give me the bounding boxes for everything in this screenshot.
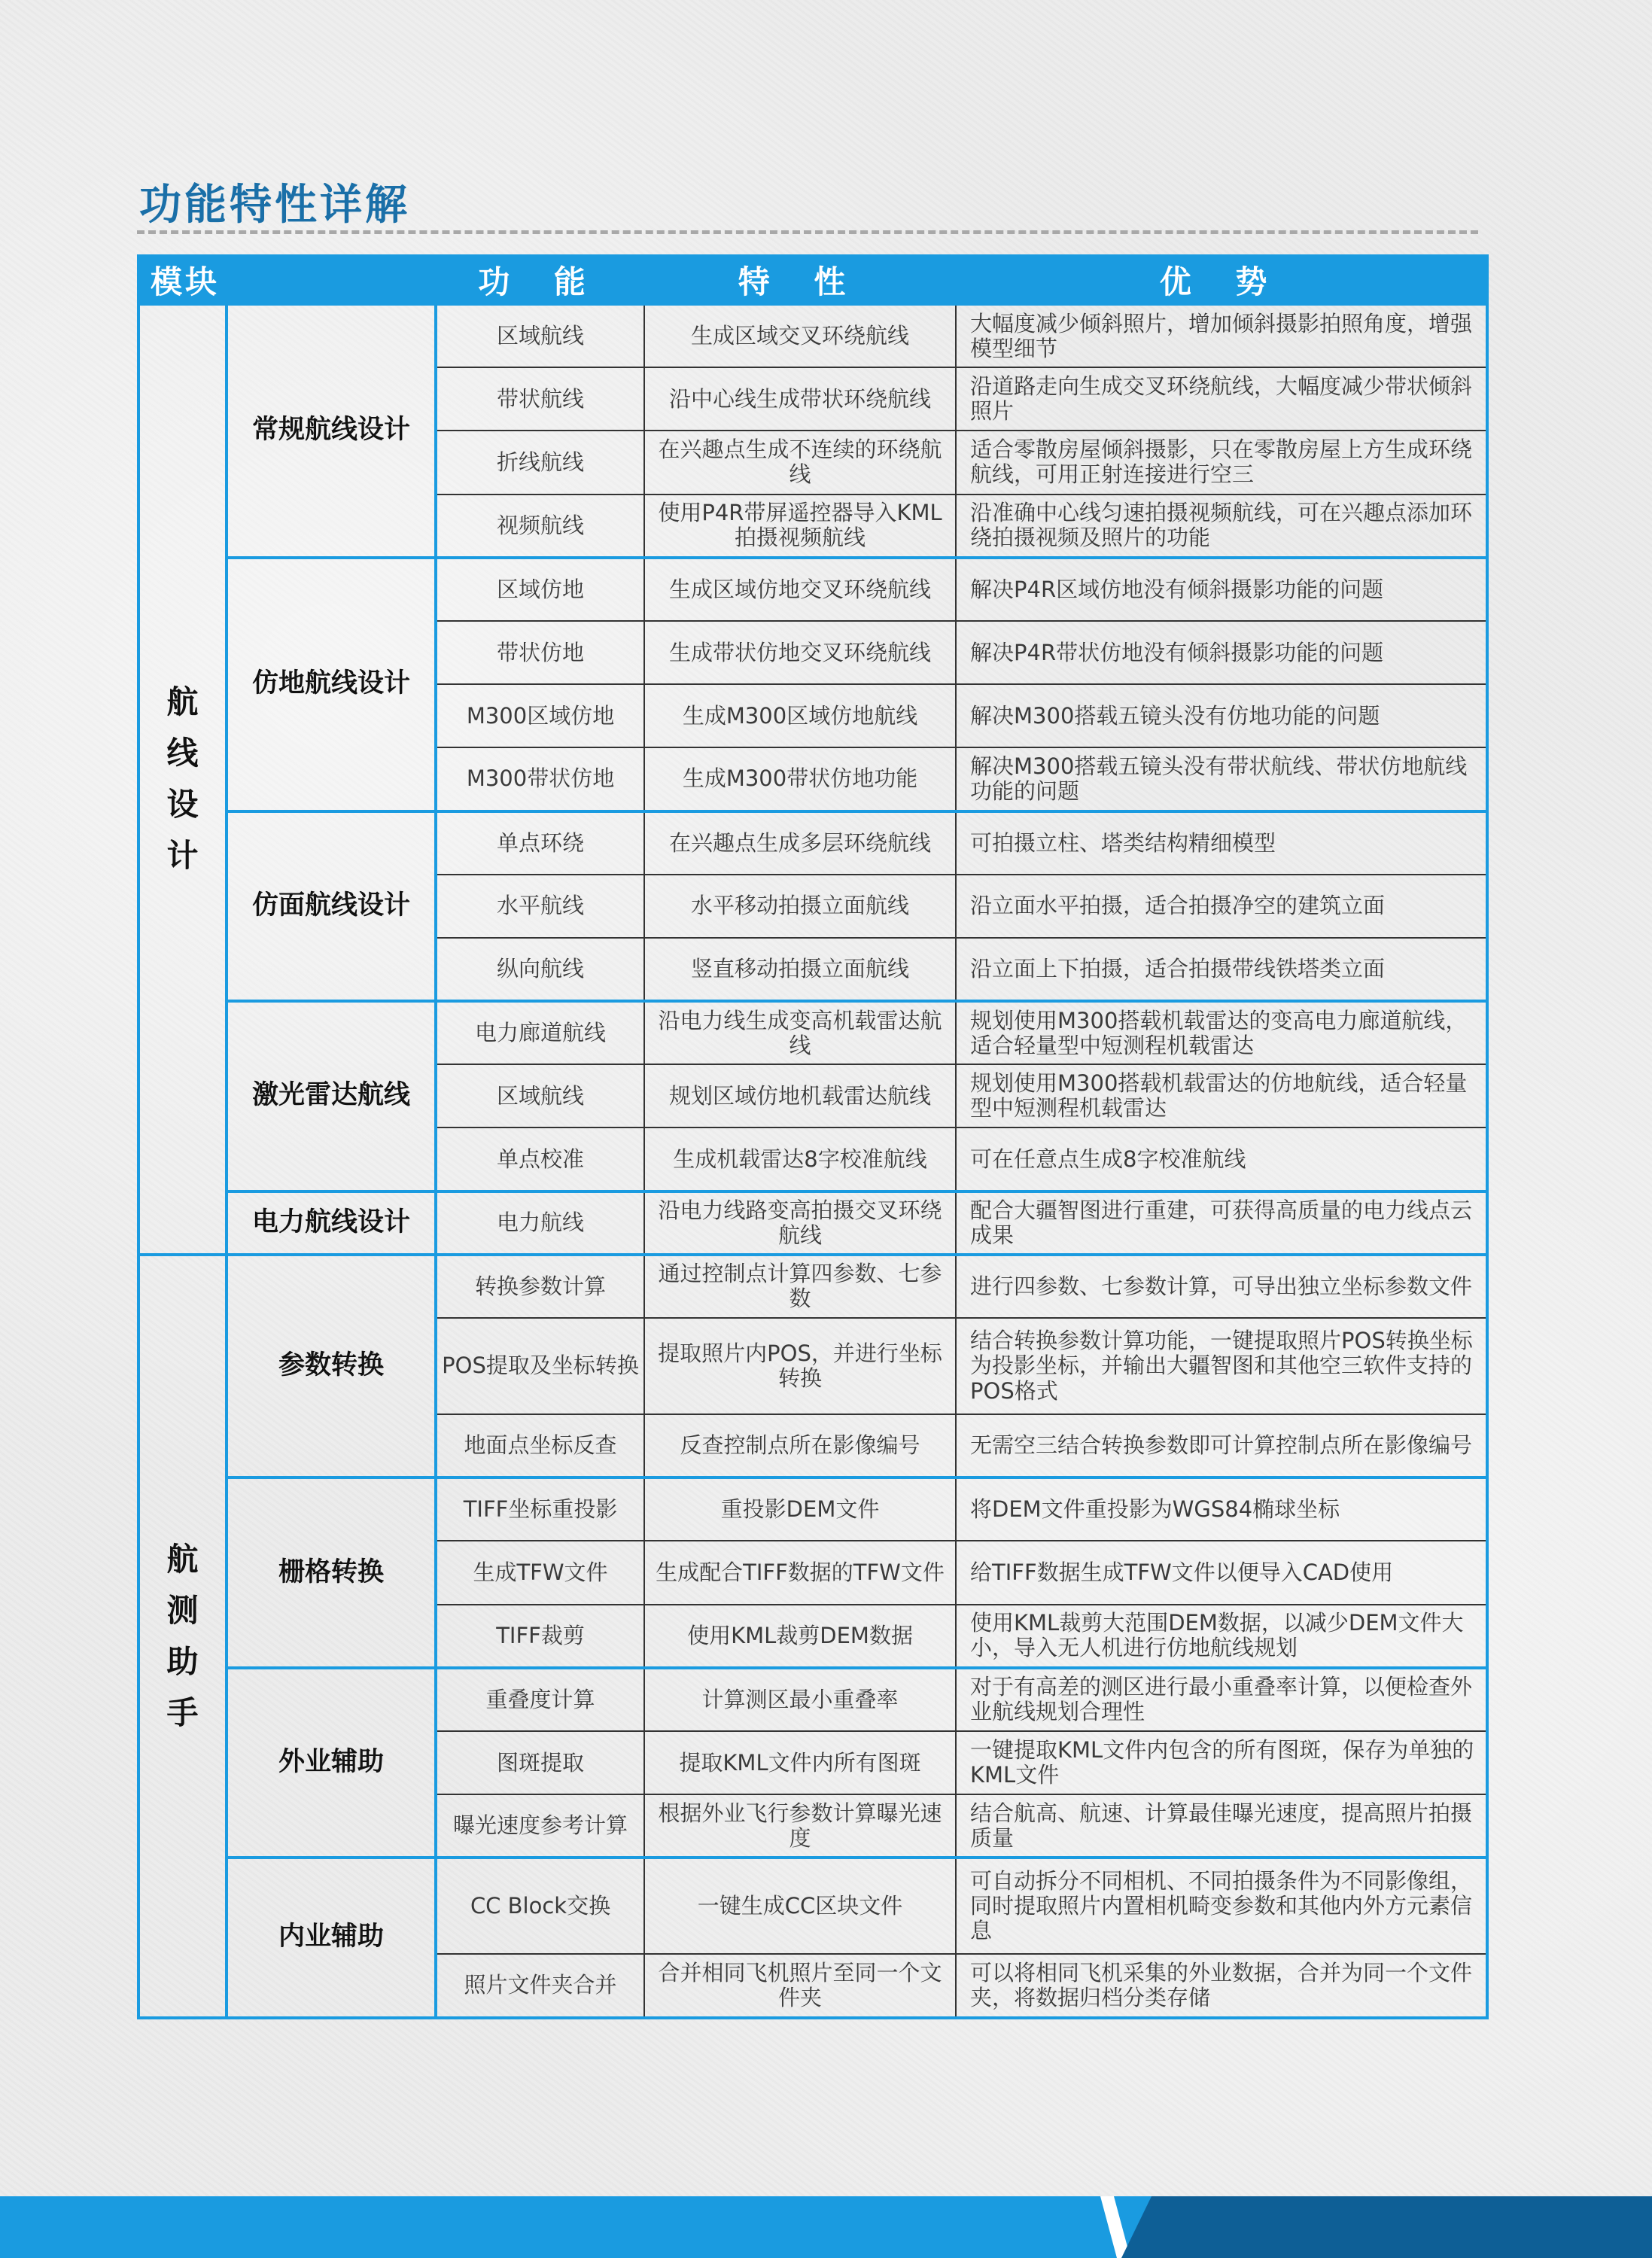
advantage-cell: 沿立面上下拍摄，适合拍摄带线铁塔类立面 bbox=[956, 938, 1487, 1001]
function-cell: 水平航线 bbox=[436, 875, 644, 938]
advantage-cell: 沿立面水平拍摄，适合拍摄净空的建筑立面 bbox=[956, 875, 1487, 938]
table-row bbox=[138, 304, 1487, 367]
advantage-cell: 结合转换参数计算功能，一键提取照片POS转换坐标为投影坐标，并输出大疆智图和其他空三软件支持的POS格式 bbox=[956, 1318, 1487, 1414]
advantage-cell: 可在任意点生成8字校准航线 bbox=[956, 1127, 1487, 1191]
table-row bbox=[138, 1191, 1487, 1255]
advantage-cell: 沿准确中心线匀速拍摄视频航线，可在兴趣点添加环绕拍摄视频及照片的功能 bbox=[956, 495, 1487, 558]
table-row bbox=[138, 1001, 1487, 1064]
function-cell: 生成TFW文件 bbox=[436, 1541, 644, 1604]
feature-cell: 合并相同飞机照片至同一个文件夹 bbox=[644, 1954, 956, 2017]
advantage-cell: 给TIFF数据生成TFW文件以便导入CAD使用 bbox=[956, 1541, 1487, 1604]
function-cell: 带状航线 bbox=[436, 367, 644, 431]
group-cell: 仿面航线设计 bbox=[227, 811, 436, 1002]
function-cell: 纵向航线 bbox=[436, 938, 644, 1001]
feature-table bbox=[137, 254, 1489, 2019]
advantage-cell: 可自动拆分不同相机、不同拍摄条件为不同影像组，同时提取照片内置相机畸变参数和其他内外方元素信息 bbox=[956, 1858, 1487, 1954]
feature-cell: 使用P4R带屏遥控器导入KML拍摄视频航线 bbox=[644, 495, 956, 558]
function-cell: 区域航线 bbox=[436, 1064, 644, 1127]
feature-cell: 在兴趣点生成不连续的环绕航线 bbox=[644, 431, 956, 494]
function-cell: 折线航线 bbox=[436, 431, 644, 494]
module-label: 航线设计 bbox=[166, 683, 199, 875]
feature-cell: 提取KML文件内所有图斑 bbox=[644, 1731, 956, 1794]
title-divider bbox=[137, 230, 1478, 234]
feature-cell: 生成机载雷达8字校准航线 bbox=[644, 1127, 956, 1191]
advantage-cell: 解决M300搭载五镜头没有仿地功能的问题 bbox=[956, 684, 1487, 747]
page-title: 功能特性详解 bbox=[139, 181, 410, 230]
function-cell: M300带状仿地 bbox=[436, 747, 644, 811]
group-cell: 内业辅助 bbox=[227, 1858, 436, 2017]
module-label: 航测助手 bbox=[166, 1540, 199, 1731]
advantage-cell: 一键提取KML文件内包含的所有图斑，保存为单独的KML文件 bbox=[956, 1731, 1487, 1794]
function-cell: 电力航线 bbox=[436, 1191, 644, 1255]
function-cell: 图斑提取 bbox=[436, 1731, 644, 1794]
feature-cell: 生成M300区域仿地航线 bbox=[644, 684, 956, 747]
advantage-cell: 配合大疆智图进行重建，可获得高质量的电力线点云成果 bbox=[956, 1191, 1487, 1255]
feature-cell: 在兴趣点生成多层环绕航线 bbox=[644, 811, 956, 875]
feature-cell: 计算测区最小重叠率 bbox=[644, 1668, 956, 1731]
group-cell: 仿地航线设计 bbox=[227, 558, 436, 811]
feature-cell: 沿电力线路变高拍摄交叉环绕航线 bbox=[644, 1191, 956, 1255]
function-cell: 区域航线 bbox=[436, 304, 644, 367]
function-cell: 曝光速度参考计算 bbox=[436, 1794, 644, 1858]
advantage-cell: 沿道路走向生成交叉环绕航线，大幅度减少带状倾斜照片 bbox=[956, 367, 1487, 431]
advantage-cell: 可以将相同飞机采集的外业数据，合并为同一个文件夹，将数据归档分类存储 bbox=[956, 1954, 1487, 2017]
table-row bbox=[138, 1255, 1487, 1318]
group-cell: 电力航线设计 bbox=[227, 1191, 436, 1255]
advantage-cell: 规划使用M300搭载机载雷达的变高电力廊道航线，适合轻量型中短测程机载雷达 bbox=[956, 1001, 1487, 1064]
feature-cell: 重投影DEM文件 bbox=[644, 1477, 956, 1541]
feature-cell: 根据外业飞行参数计算曝光速度 bbox=[644, 1794, 956, 1858]
table-row bbox=[138, 811, 1487, 875]
advantage-cell: 可拍摄立柱、塔类结构精细模型 bbox=[956, 811, 1487, 875]
function-cell: 区域仿地 bbox=[436, 558, 644, 621]
footer-dark-band bbox=[1121, 2196, 1652, 2258]
feature-cell: 生成M300带状仿地功能 bbox=[644, 747, 956, 811]
header-module: 模块 bbox=[138, 256, 436, 304]
feature-cell: 沿中心线生成带状环绕航线 bbox=[644, 367, 956, 431]
feature-cell: 通过控制点计算四参数、七参数 bbox=[644, 1255, 956, 1318]
group-cell: 参数转换 bbox=[227, 1255, 436, 1477]
function-cell: 视频航线 bbox=[436, 495, 644, 558]
module-cell bbox=[138, 304, 227, 1255]
function-cell: M300区域仿地 bbox=[436, 684, 644, 747]
advantage-cell: 进行四参数、七参数计算，可导出独立坐标参数文件 bbox=[956, 1255, 1487, 1318]
table-row bbox=[138, 1858, 1487, 1954]
table-row bbox=[138, 1477, 1487, 1541]
feature-cell: 生成区域交叉环绕航线 bbox=[644, 304, 956, 367]
advantage-cell: 使用KML裁剪大范围DEM数据，以减少DEM文件大小，导入无人机进行仿地航线规划 bbox=[956, 1605, 1487, 1668]
feature-cell: 使用KML裁剪DEM数据 bbox=[644, 1605, 956, 1668]
feature-cell: 水平移动拍摄立面航线 bbox=[644, 875, 956, 938]
header-function: 功 能 bbox=[436, 256, 644, 304]
feature-cell: 生成配合TIFF数据的TFW文件 bbox=[644, 1541, 956, 1604]
group-cell: 栅格转换 bbox=[227, 1477, 436, 1668]
function-cell: 单点校准 bbox=[436, 1127, 644, 1191]
advantage-cell: 解决P4R区域仿地没有倾斜摄影功能的问题 bbox=[956, 558, 1487, 621]
advantage-cell: 规划使用M300搭载机载雷达的仿地航线，适合轻量型中短测程机载雷达 bbox=[956, 1064, 1487, 1127]
feature-cell: 规划区域仿地机载雷达航线 bbox=[644, 1064, 956, 1127]
function-cell: 单点环绕 bbox=[436, 811, 644, 875]
group-cell: 激光雷达航线 bbox=[227, 1001, 436, 1191]
function-cell: CC Block交换 bbox=[436, 1858, 644, 1954]
group-cell: 常规航线设计 bbox=[227, 304, 436, 558]
table-header-row bbox=[138, 256, 1487, 304]
advantage-cell: 解决M300搭载五镜头没有带状航线、带状仿地航线功能的问题 bbox=[956, 747, 1487, 811]
header-advantage: 优 势 bbox=[956, 256, 1487, 304]
function-cell: 带状仿地 bbox=[436, 621, 644, 684]
function-cell: TIFF裁剪 bbox=[436, 1605, 644, 1668]
header-feature: 特 性 bbox=[644, 256, 956, 304]
feature-cell: 生成区域仿地交叉环绕航线 bbox=[644, 558, 956, 621]
function-cell: 地面点坐标反查 bbox=[436, 1414, 644, 1477]
function-cell: 照片文件夹合并 bbox=[436, 1954, 644, 2017]
function-cell: 转换参数计算 bbox=[436, 1255, 644, 1318]
advantage-cell: 解决P4R带状仿地没有倾斜摄影功能的问题 bbox=[956, 621, 1487, 684]
feature-cell: 一键生成CC区块文件 bbox=[644, 1858, 956, 1954]
table-row bbox=[138, 1668, 1487, 1731]
advantage-cell: 大幅度减少倾斜照片，增加倾斜摄影拍照角度，增强模型细节 bbox=[956, 304, 1487, 367]
advantage-cell: 适合零散房屋倾斜摄影，只在零散房屋上方生成环绕航线，可用正射连接进行空三 bbox=[956, 431, 1487, 494]
feature-cell: 提取照片内POS，并进行坐标转换 bbox=[644, 1318, 956, 1414]
advantage-cell: 对于有高差的测区进行最小重叠率计算，以便检查外业航线规划合理性 bbox=[956, 1668, 1487, 1731]
advantage-cell: 结合航高、航速、计算最佳曝光速度，提高照片拍摄质量 bbox=[956, 1794, 1487, 1858]
feature-cell: 生成带状仿地交叉环绕航线 bbox=[644, 621, 956, 684]
table-row bbox=[138, 558, 1487, 621]
function-cell: 重叠度计算 bbox=[436, 1668, 644, 1731]
function-cell: POS提取及坐标转换 bbox=[436, 1318, 644, 1414]
module-cell bbox=[138, 1255, 227, 2018]
advantage-cell: 将DEM文件重投影为WGS84椭球坐标 bbox=[956, 1477, 1487, 1541]
group-cell: 外业辅助 bbox=[227, 1668, 436, 1858]
feature-cell: 竖直移动拍摄立面航线 bbox=[644, 938, 956, 1001]
feature-cell: 沿电力线生成变高机载雷达航线 bbox=[644, 1001, 956, 1064]
function-cell: 电力廊道航线 bbox=[436, 1001, 644, 1064]
advantage-cell: 无需空三结合转换参数即可计算控制点所在影像编号 bbox=[956, 1414, 1487, 1477]
function-cell: TIFF坐标重投影 bbox=[436, 1477, 644, 1541]
feature-cell: 反查控制点所在影像编号 bbox=[644, 1414, 956, 1477]
